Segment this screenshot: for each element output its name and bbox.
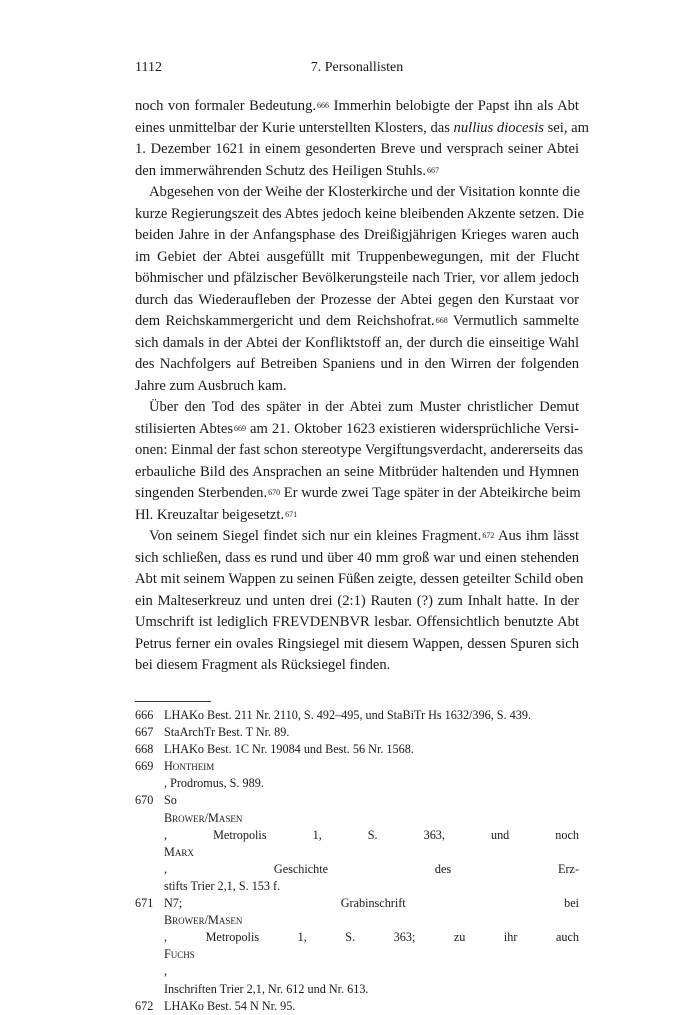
footnote <box>135 998 579 1015</box>
italic-term: nullius diocesis <box>453 119 544 136</box>
running-head: 7. Personallisten <box>310 60 404 75</box>
footnote-number: 671 <box>135 896 154 911</box>
text-line: Abt mit seinem Wappen zu seinen Füßen zeigte, dessen geteilter Schild oben <box>135 571 584 587</box>
page-header <box>135 60 579 80</box>
footnote-text <box>164 758 579 792</box>
text-line: noch von formaler Bedeutung.$^{666}$ Immerhin belobigte der Papst ihn als Abt <box>135 98 579 114</box>
text-line: dem Reichskammergericht und dem Reichshofrat.$^{668}$ Vermutlich sammelte <box>135 313 579 329</box>
footnote-text <box>164 707 579 724</box>
footnote <box>135 895 579 998</box>
footnote-line: Inschriften Trier 2,1, Nr. 612 und Nr. 613. <box>164 981 369 996</box>
text-line: Jahre zum Ausbruch kam. <box>135 377 287 394</box>
author-name: Marx <box>164 844 194 859</box>
text-line: erbauliche Bild des Ansprachen an seine Mitbrüder haltenden und Hymnen <box>135 463 579 480</box>
text-line: kurze Regierungszeit des Abtes jedoch keine bleibenden Akzente setzen. Die <box>135 205 584 222</box>
text-line: Petrus ferner ein ovales Ringsiegel mit diesem Wappen, dessen Spuren sich <box>135 635 579 652</box>
footnote-text <box>164 998 579 1015</box>
text-line: Über den Tod des später in der Abtei zum Muster christlicher Demut <box>149 399 579 415</box>
text-line: Abgesehen von der Weihe der Klosterkirche und der Visitation konnte die <box>149 184 581 200</box>
footnote-line: StaArchTr Best. T Nr. 89. <box>164 725 290 740</box>
footnote <box>135 724 579 741</box>
text-line: onen: Einmal der fast schon stereotype Vergiftungsverdacht, andererseits das <box>135 442 584 458</box>
text-line: eines unmittelbar der Kurie unterstellten Klosters, das nullius diocesis sei, am <box>135 119 589 136</box>
footnote-line: stifts Trier 2,1, S. 153 f. <box>164 878 281 893</box>
footnote-line: So Brower/Masen , Metropolis 1, S. 363, und noch Marx , Geschichte des Erz- <box>164 793 579 876</box>
footnote-number: 669 <box>135 759 154 774</box>
text-line: singenden Sterbenden.$^{670}$ Er wurde zwei Tage später in der Abteikirche beim <box>135 485 581 501</box>
footnote-ref: 666 <box>317 101 330 110</box>
main-text <box>135 96 589 677</box>
footnote-line: LHAKo Best. 211 Nr. 2110, S. 492–495, und StaBiTr Hs 1632/396, S. 439. <box>164 708 532 722</box>
text-line: sich damals in der Abtei der Konfliktstoff an, der durch die einseitige Wahl <box>135 334 579 351</box>
footnote <box>135 741 579 758</box>
text-line: Hl. Kreuzaltar beigesetzt.$^{671}$ <box>135 506 298 523</box>
footnote-number: 672 <box>135 998 154 1013</box>
footnote-line: LHAKo Best. 1C Nr. 19084 und Best. 56 Nr. 1568. <box>164 742 414 757</box>
text-line: 1. Dezember 1621 in einem gesonderten Breve und versprach seiner Abtei <box>135 141 579 157</box>
footnote-text <box>164 895 579 998</box>
text-line: stilisierten Abtes$^{669}$ am 21. Oktober 1623 existieren widersprüchliche Versi- <box>135 420 579 437</box>
footnote-text <box>164 724 579 741</box>
text-line: böhmischer und pfälzischer Bevölkerungsteile nach Trier, vor allem jedoch <box>135 270 579 286</box>
footnote-line: Hontheim , Prodromus, S. 989. <box>164 758 579 792</box>
text-line: Umschrift ist lediglich FREVDENBVR lesbar. Offensichtlich benutzte Abt <box>135 614 579 630</box>
author-name: Hontheim <box>164 759 215 774</box>
footnote-text <box>164 792 579 895</box>
footnote <box>135 707 579 724</box>
text-line: des Nachfolgers auf Betreiben Spaniens und in den Wirren der folgenden <box>135 356 579 372</box>
footnote-rule <box>135 701 211 702</box>
footnote-ref: 672 <box>482 531 495 540</box>
author-name: Brower/Masen <box>164 913 243 928</box>
footnote-ref: 668 <box>435 316 448 325</box>
footnote-number: 670 <box>135 793 154 808</box>
footnote-line: N7; Grabinschrift bei Brower/Masen , Metropolis 1, S. 363; zu ihr auch Fuchs , <box>164 896 579 979</box>
footnote-number: 667 <box>135 725 154 740</box>
text-line: sich schließen, dass es rund und über 40 mm groß war und einen stehenden <box>135 549 579 566</box>
text-line: bei diesem Fragment als Rücksiegel finden. <box>135 657 391 673</box>
text-line: beiden Jahre in der Anfangsphase des Dreißigjährigen Krieges waren auch <box>135 227 579 243</box>
footnote-ref: 671 <box>285 509 298 519</box>
footnote-ref: 670 <box>268 488 281 497</box>
footnote-ref: 669 <box>234 423 247 433</box>
text-line: im Gebiet der Abtei ausgefüllt mit Truppenbewegungen, mit der Flucht <box>135 248 579 265</box>
text-line: ein Malteserkreuz und unten drei (2:1) Rauten (?) zum Inhalt hatte. In der <box>135 592 579 609</box>
author-name: Fuchs <box>164 947 195 962</box>
footnote <box>135 758 579 792</box>
text-line: durch das Wiederaufleben der Prozesse der Abtei gegen den Kurstaat vor <box>135 291 579 308</box>
footnote-number: 668 <box>135 742 154 757</box>
footnote <box>135 792 579 895</box>
page-number: 1112 <box>135 60 162 75</box>
author-name: Brower/Masen <box>164 810 243 825</box>
text-line: Von seinem Siegel findet sich nur ein kleines Fragment.$^{672}$ Aus ihm lässt <box>149 528 580 544</box>
footnote-line: LHAKo Best. 54 N Nr. 95. <box>164 998 296 1013</box>
text-line: den immerwährenden Schutz des Heiligen Stuhls.$^{667}$ <box>135 162 439 179</box>
footnote-text <box>164 741 579 758</box>
footnotes <box>135 707 579 1015</box>
footnote-number: 666 <box>135 708 154 722</box>
footnote-ref: 667 <box>427 165 439 175</box>
